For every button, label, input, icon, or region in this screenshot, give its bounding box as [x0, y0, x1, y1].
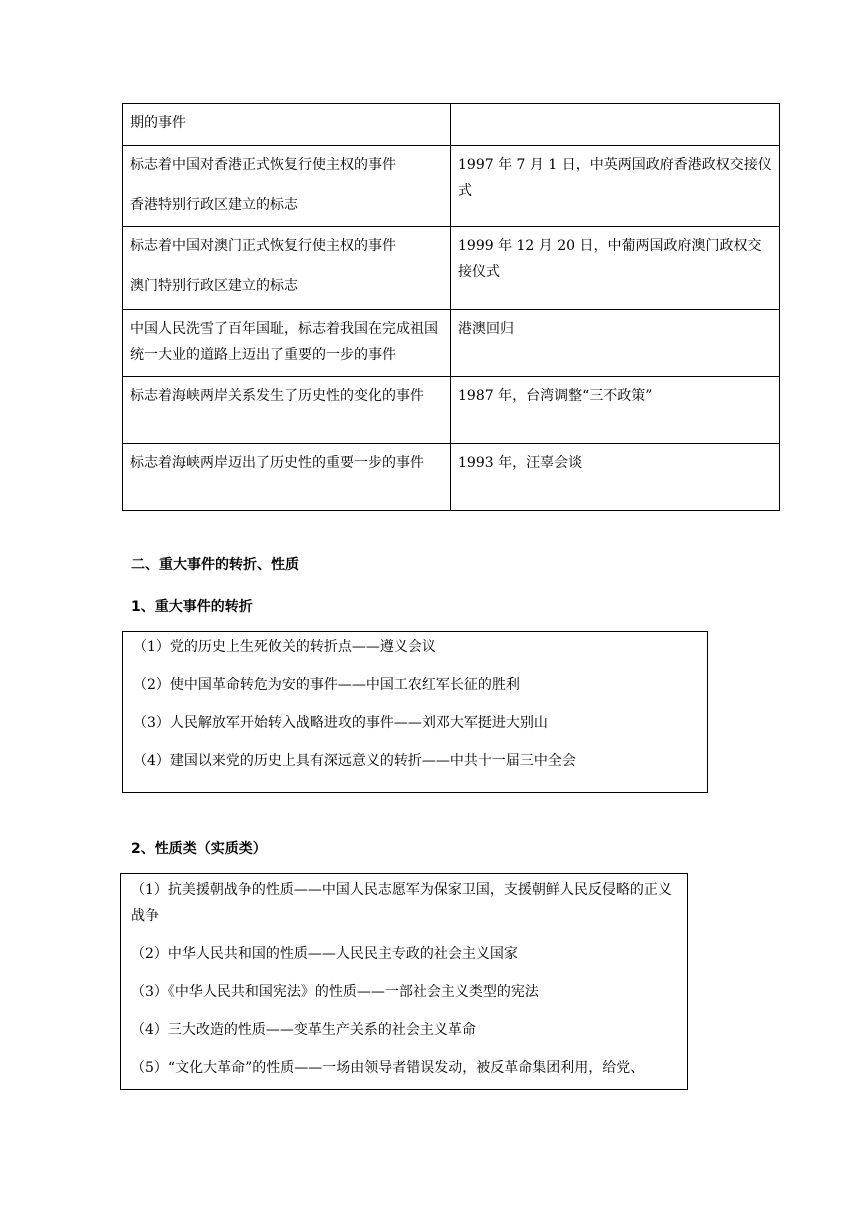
cell-line: 港澳回归	[458, 321, 514, 337]
table-row	[123, 104, 780, 146]
cell-line: 香港特别行政区建立的标志	[130, 197, 298, 213]
cell-line: 1999 年 12 月 20 日，中葡两国政府澳门政权交接仪式	[458, 238, 762, 280]
cell-line: 澳门特别行政区建立的标志	[130, 278, 298, 294]
subsection-heading-nature: 2、性质类（实质类）	[131, 841, 267, 857]
table-cell	[451, 146, 780, 227]
table-cell	[451, 444, 780, 511]
list-item: （3）《中华人民共和国宪法》的性质——一部社会主义类型的宪法	[131, 984, 539, 1000]
list-item: （1）抗美援朝战争的性质——中国人民志愿军为保家卫国，支援朝鲜人民反侵略的正义战争	[131, 882, 672, 924]
table-cell	[451, 377, 780, 444]
cell-line: 标志着中国对澳门正式恢复行使主权的事件	[130, 238, 396, 254]
table-cell	[123, 104, 451, 146]
table-cell	[451, 227, 780, 310]
list-item: （5）“文化大革命”的性质——一场由领导者错误发动，被反革命集团利用，给党、	[131, 1060, 645, 1076]
cell-line: 期的事件	[130, 115, 186, 131]
table-cell	[123, 146, 451, 227]
table-row	[123, 377, 780, 444]
cell-line: 1993 年，汪辜会谈	[458, 455, 583, 471]
turning-points-box	[122, 631, 708, 793]
cell-line: 1997 年 7 月 1 日，中英两国政府香港政权交接仪式	[458, 157, 772, 199]
cell-line: 1987 年，台湾调整“三不政策”	[458, 388, 653, 404]
list-item: （4）三大改造的性质——变革生产关系的社会主义革命	[131, 1022, 476, 1038]
list-item: （1）党的历史上生死攸关的转折点——遵义会议	[133, 639, 436, 655]
table-cell	[123, 310, 451, 377]
cell-line: 标志着海峡两岸迈出了历史性的重要一步的事件	[130, 455, 424, 471]
table-row	[123, 444, 780, 511]
events-table	[122, 103, 780, 511]
table-row	[123, 227, 780, 310]
section-heading: 二、重大事件的转折、性质	[131, 557, 299, 573]
table-cell	[451, 104, 780, 146]
list-item: （4）建国以来党的历史上具有深远意义的转折——中共十一届三中全会	[133, 753, 576, 769]
table-cell	[123, 444, 451, 511]
table-cell	[123, 377, 451, 444]
list-item: （3）人民解放军开始转入战略进攻的事件——刘邓大军挺进大别山	[133, 715, 548, 731]
subsection-heading-turning-points: 1、重大事件的转折	[131, 599, 253, 615]
cell-line: 标志着海峡两岸关系发生了历史性的变化的事件	[130, 388, 424, 404]
cell-line: 标志着中国对香港正式恢复行使主权的事件	[130, 157, 396, 173]
list-item: （2）中华人民共和国的性质——人民民主专政的社会主义国家	[131, 946, 518, 962]
table-row	[123, 146, 780, 227]
list-item: （2）使中国革命转危为安的事件——中国工农红军长征的胜利	[133, 677, 520, 693]
cell-line: 中国人民洗雪了百年国耻，标志着我国在完成祖国统一大业的道路上迈出了重要的一步的事件	[130, 321, 438, 363]
nature-box	[120, 873, 688, 1090]
table-cell	[451, 310, 780, 377]
table-row	[123, 310, 780, 377]
table-cell	[123, 227, 451, 310]
